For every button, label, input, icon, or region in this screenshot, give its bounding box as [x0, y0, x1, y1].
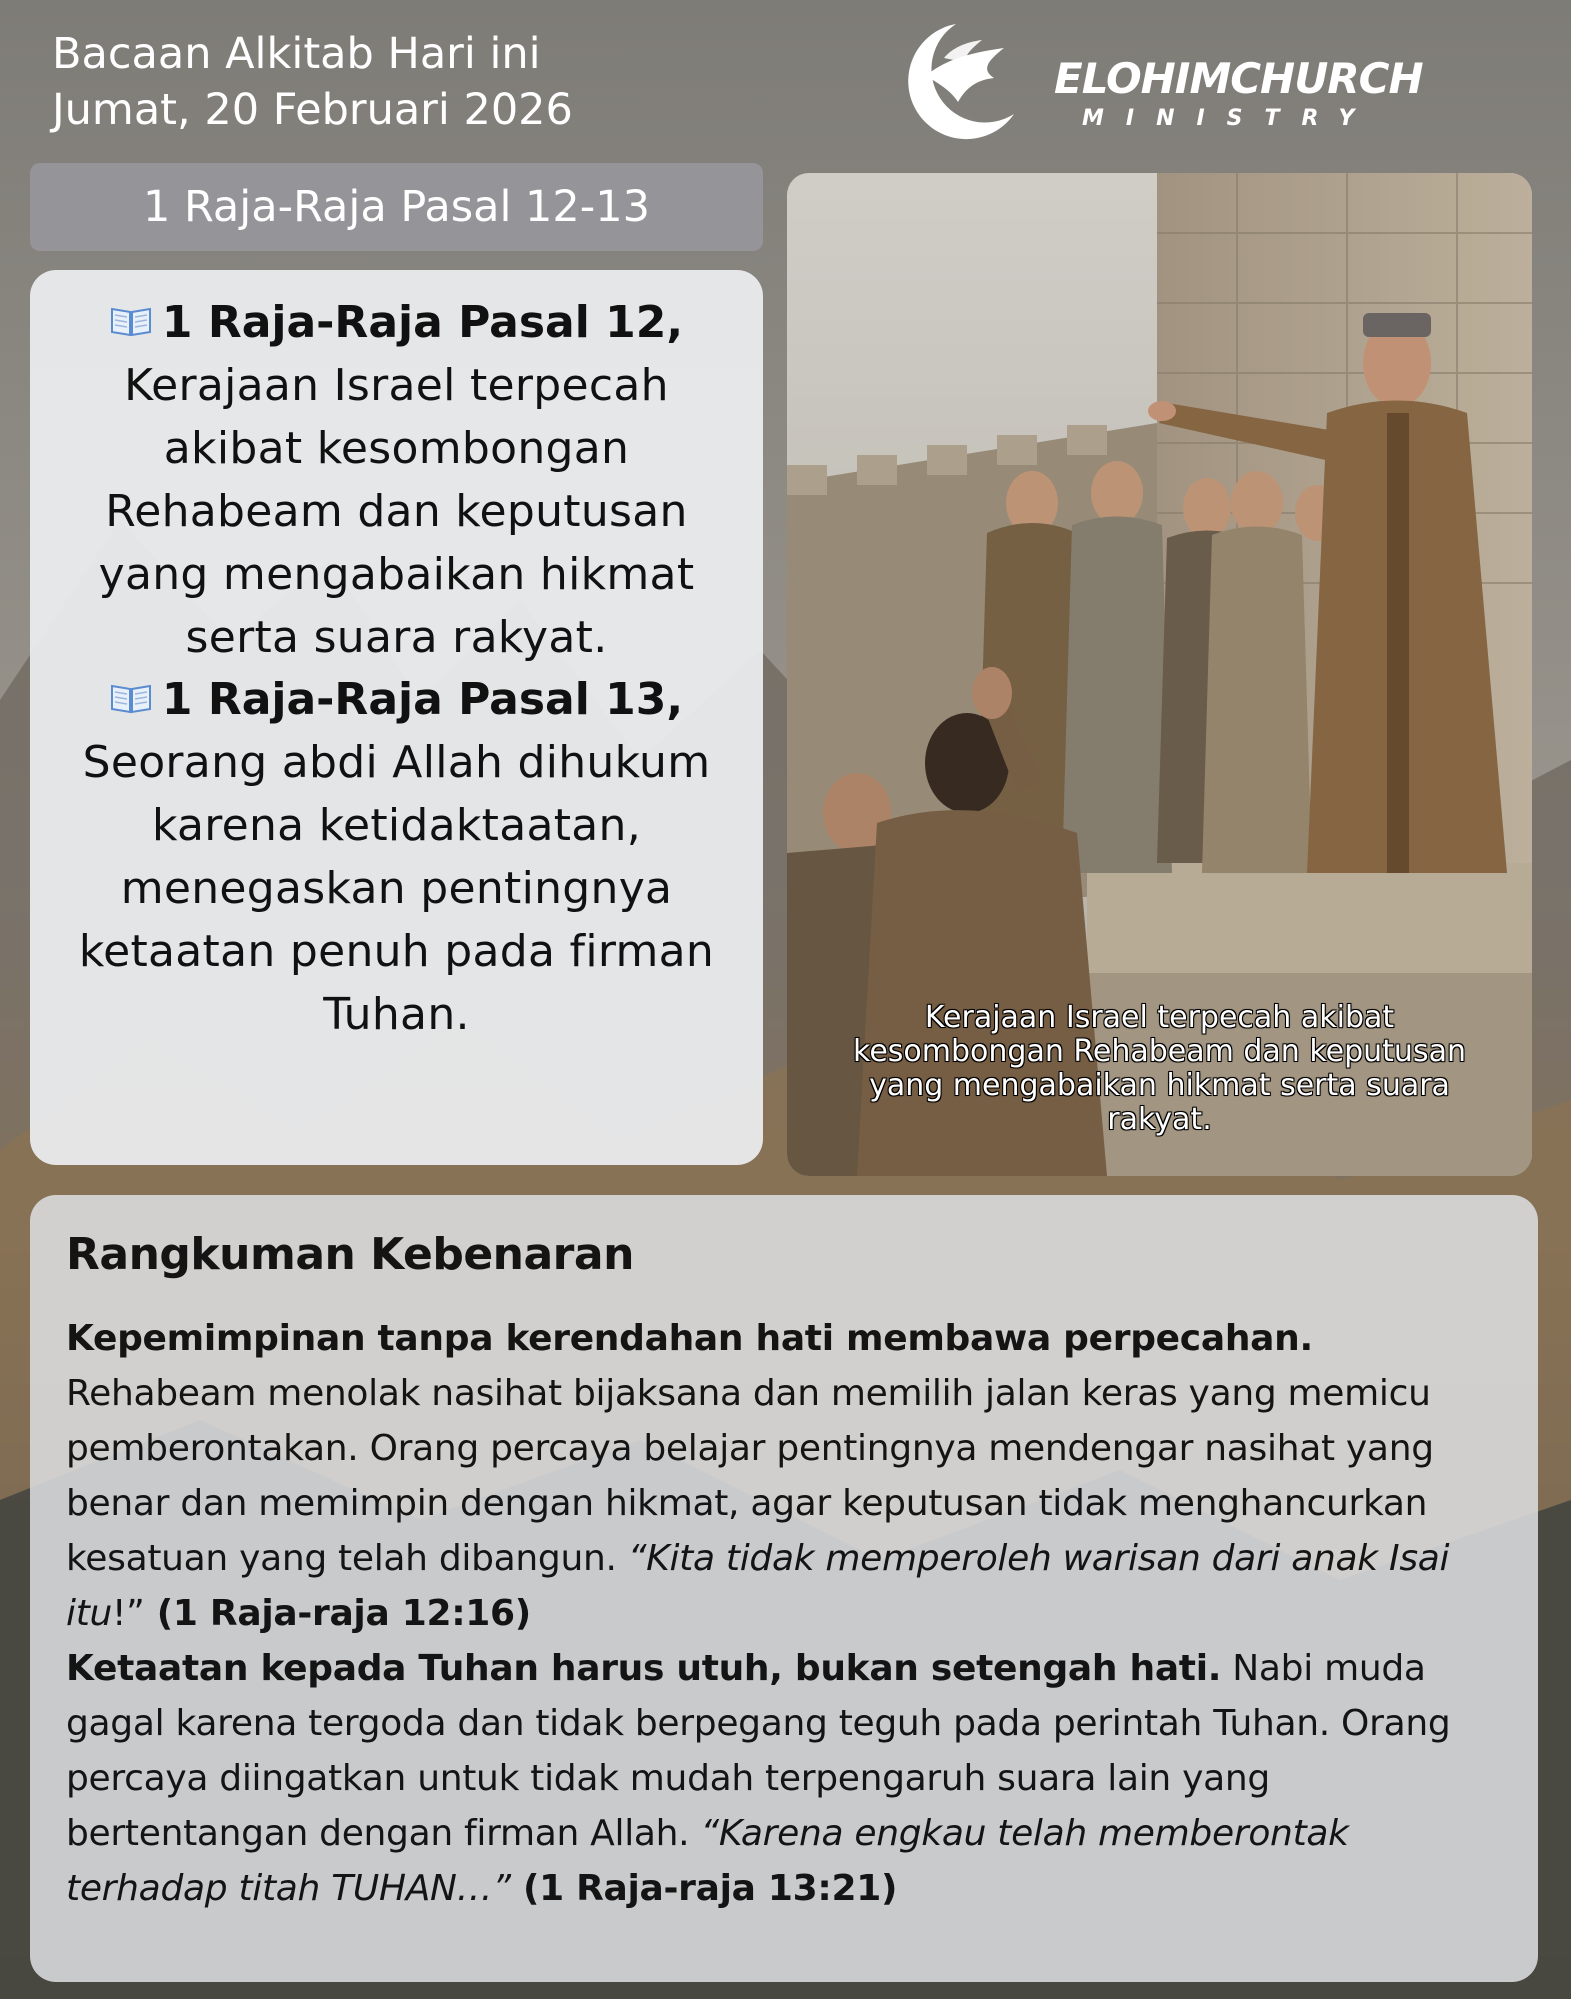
chapter-12-heading	[50, 292, 743, 354]
point1-text: Rehabeam menolak nasihat bijaksana dan memilih jalan keras yang memicu pemberontakan. Orang percaya belajar pentingnya mendengar nasihat yang benar dan memimpin dengan hikmat, agar keputusan tidak menghancurkan kesatuan yang telah dibangun.	[66, 1373, 1434, 1579]
logo-subtitle: MINISTRY	[1082, 106, 1377, 131]
truth-summary-title: Rangkuman Kebenaran	[66, 1229, 634, 1280]
point1-headline: Kepemimpinan tanpa kerendahan hati membawa perpecahan.	[66, 1318, 1313, 1359]
point2-quote: “Karena engkau telah memberontak terhadap titah TUHAN…”	[66, 1813, 1349, 1909]
point2-reference: (1 Raja-raja 13:21)	[510, 1868, 898, 1909]
chapter-13-description: Seorang abdi Allah dihukum karena ketidaktaatan, menegaskan pentingnya ketaatan penuh pada firman Tuhan.	[78, 737, 715, 1040]
point1-quote-end: !”	[112, 1593, 145, 1634]
truth-summary-card	[30, 1195, 1538, 1982]
header-line-title: Bacaan Alkitab Hari ini	[52, 29, 541, 79]
elohim-church-logo	[886, 18, 1526, 148]
chapter-13-heading	[50, 669, 743, 731]
point2-headline: Ketaatan kepada Tuhan harus utuh, bukan setengah hati.	[66, 1648, 1222, 1689]
dove-moon-icon	[886, 18, 1036, 148]
open-book-icon	[110, 682, 152, 714]
chapter-13-heading-text: 1 Raja-Raja Pasal 13,	[161, 674, 684, 725]
logo-name: ELOHIMCHURCH	[1054, 54, 1423, 103]
chapter-12-heading-text: 1 Raja-Raja Pasal 12,	[161, 297, 684, 348]
open-book-icon	[110, 305, 152, 337]
point1-quote: “Kita tidak memperoleh warisan dari anak Isai itu	[66, 1538, 1450, 1634]
header-line-date: Jumat, 20 Februari 2026	[52, 85, 573, 135]
point1-reference: (1 Raja-raja 12:16)	[144, 1593, 531, 1634]
chapter-summary-card	[30, 270, 763, 1165]
reading-header	[52, 26, 573, 138]
point2-text: Nabi muda gagal karena tergoda dan tidak berpegang teguh pada perintah Tuhan. Orang percaya diingatkan untuk tidak mudah terpengaruh suara lain yang bertentangan dengan firman Allah.	[66, 1648, 1451, 1854]
illustration-panel	[787, 173, 1532, 1176]
illustration-caption: Kerajaan Israel terpecah akibat kesombongan Rehabeam dan keputusan yang mengabaikan hikmat serta suara rakyat.	[853, 1000, 1466, 1137]
chapter-12-description: Kerajaan Israel terpecah akibat kesombongan Rehabeam dan keputusan yang mengabaikan hikmat serta suara rakyat.	[98, 360, 695, 663]
chapter-range-tab: 1 Raja-Raja Pasal 12-13	[30, 163, 763, 251]
truth-summary-body	[66, 1311, 1506, 1916]
